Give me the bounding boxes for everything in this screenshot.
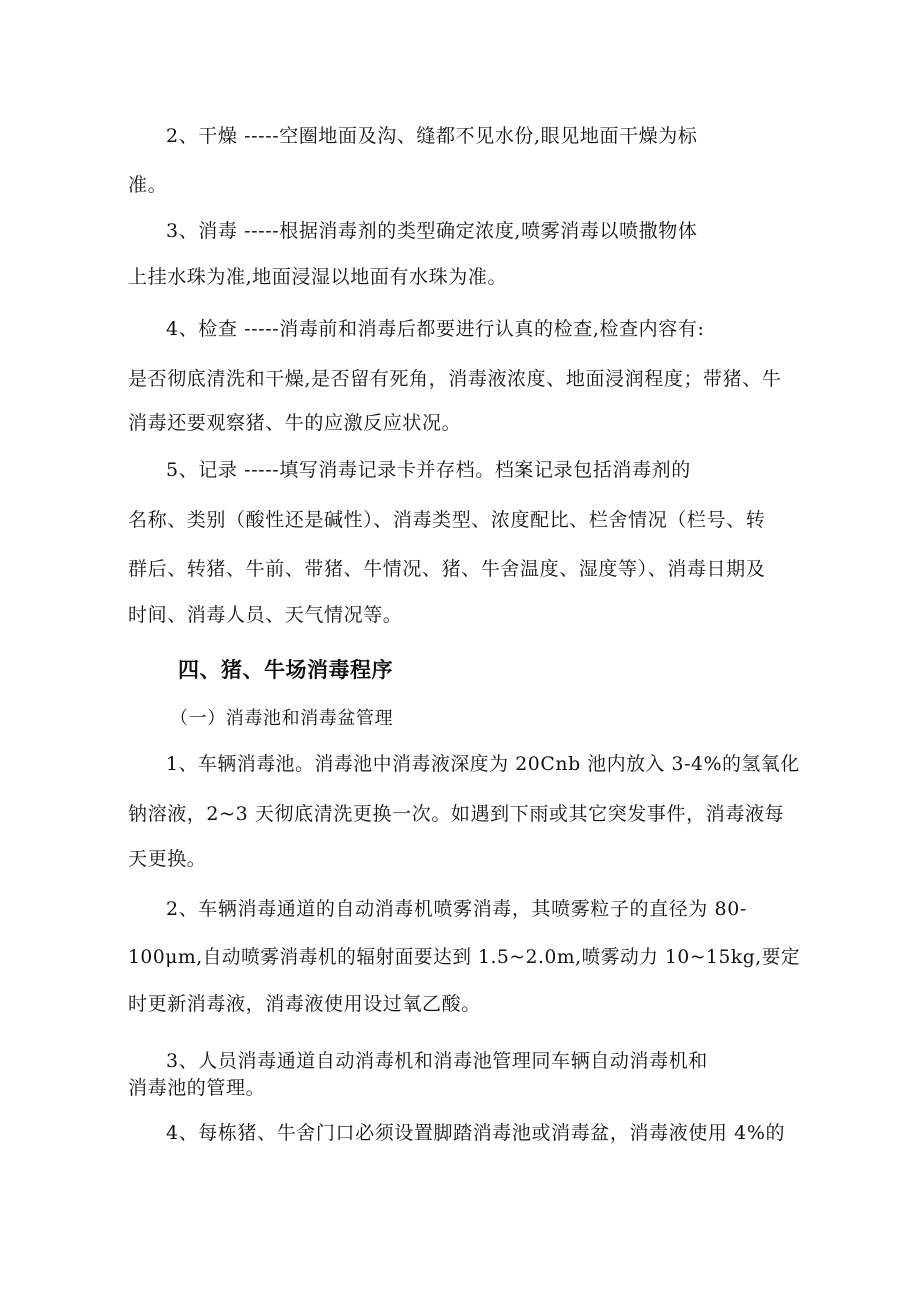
subsection-heading: （一）消毒池和消毒盆管理 (170, 708, 394, 729)
paragraph-dry-line-1: 2、干燥 -----空圈地面及沟、缝都不见水份,眼见地面干燥为标 (166, 125, 698, 147)
item-2-line-3: 时更新消毒液，消毒液使用设过氧乙酸。 (128, 993, 481, 1015)
item-3-line-2: 消毒池的管理。 (128, 1077, 266, 1099)
paragraph-check-line-1: 4、检查 -----消毒前和消毒后都要进行认真的检查,检查内容有: (166, 318, 705, 340)
paragraph-record-line-2: 名称、类别（酸性还是碱性）、消毒类型、浓度配比、栏舍情况（栏号、转 (128, 509, 766, 531)
paragraph-record-line-3: 群后、转猪、牛前、带猪、牛情况、猪、牛舍温度、湿度等）、消毒日期及 (128, 558, 766, 580)
item-4-line-1: 4、每栋猪、牛舍门口必须设置脚踏消毒池或消毒盆，消毒液使用 4%的 (166, 1122, 786, 1144)
section-heading: 四、猪、牛场消毒程序 (178, 658, 393, 682)
paragraph-check-line-3: 消毒还要观察猪、牛的应激反应状况。 (128, 412, 462, 434)
paragraph-record-line-4: 时间、消毒人员、天气情况等。 (128, 604, 403, 626)
item-1-line-2: 钠溶液，2~3 天彻底清洗更换一次。如遇到下雨或其它突发事件，消毒液每 (128, 803, 785, 825)
item-1-line-1: 1、车辆消毒池。消毒池中消毒液深度为 20Cnb 池内放入 3-4%的氢氧化 (166, 753, 800, 775)
item-1-line-3: 天更换。 (128, 848, 207, 870)
paragraph-disinfect-line-1: 3、消毒 -----根据消毒剂的类型确定浓度,喷雾消毒以喷撒物体 (166, 220, 698, 242)
paragraph-record-line-1: 5、记录 -----填写消毒记录卡并存档。档案记录包括消毒剂的 (166, 459, 691, 481)
paragraph-check-line-2: 是否彻底清洗和干燥,是否留有死角，消毒液浓度、地面浸润程度；带猪、牛 (128, 368, 782, 390)
item-2-line-2: 100μm,自动喷雾消毒机的辐射面要达到 1.5~2.0m,喷雾动力 10~15kg,要定 (128, 946, 801, 968)
item-3-line-1: 3、人员消毒通道自动消毒机和消毒池管理同车辆自动消毒机和 (166, 1050, 708, 1072)
item-2-line-1: 2、车辆消毒通道的自动消毒机喷雾消毒，其喷雾粒子的直径为 80- (166, 898, 747, 920)
paragraph-disinfect-line-2: 上挂水珠为准,地面浸湿以地面有水珠为准。 (128, 266, 508, 288)
paragraph-dry-line-2: 准。 (128, 174, 168, 196)
